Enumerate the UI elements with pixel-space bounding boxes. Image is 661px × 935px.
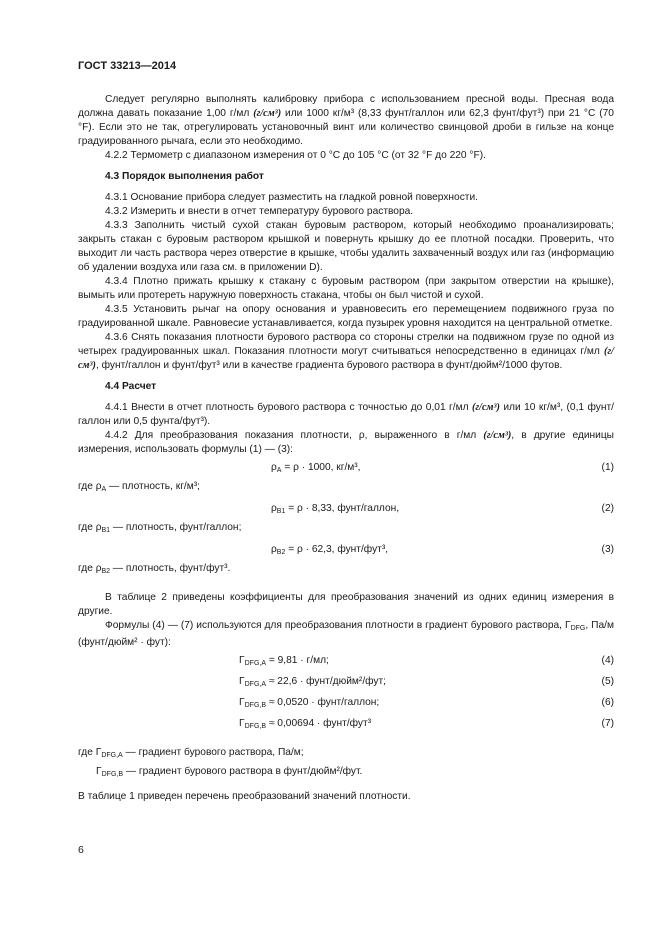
document-body (78, 93, 614, 804)
formula-7: $\Gamma_{DFG,B} \approx 0,00694$ · фунт/фут³ (7) (239, 718, 614, 730)
rho-b1-symbol: $\rho_{B1}$ (271, 503, 286, 515)
paragraph-formulas-4-7: Формулы (4) — (7) используются для преобразования плотности в градиент бурового раствора, $\Gamma_{DFG}$, Па/м (фунт/дюйм² · фут): (78, 620, 614, 648)
document-header: ГОСТ 33213—2014 (78, 60, 177, 72)
page-number: 6 (78, 844, 84, 856)
clause-4-3-1: 4.3.1 Основание прибора следует разместить на гладкой ровной поверхности. (105, 192, 478, 203)
section-heading-4-3: 4.3 Порядок выполнения работ (105, 171, 264, 182)
clause-4-3-6: 4.3.6 Снять показания плотности бурового раствора со стороны стрелки на подвижном грузе по одной из четырех градуированных шкал. Показания плотности могут считываться непосредственно в единицах г/мл (г/см³), фунт/галлон и фунт/фут³ или в качестве градиента бурового раствора в фунт/дюйм²/1000 футов. (78, 332, 614, 371)
clause-4-3-2: 4.3.2 Измерить и внести в отчет температуру бурового раствора. (105, 206, 414, 217)
formula-4: $\Gamma_{DFG,A} = 9,81 \cdot г/мл$; (4) (239, 655, 614, 667)
where-rho-b2: где $\rho_{B2}$ — плотность, фунт/фут³. (78, 563, 231, 575)
clause-4-2-2: 4.2.2 Термометр с диапазоном измерения от 0 °C до 105 °C (от 32 °F до 220 °F). (105, 150, 486, 161)
paragraph-table-1: В таблице 1 приведен перечень преобразований значений плотности. (78, 791, 411, 802)
formula-6: $\Gamma_{DFG,B} \approx 0,0520$ · фунт/галлон; (6) (239, 697, 614, 709)
clause-4-3-5: 4.3.5 Установить рычаг на опору основания и уравновесить его перемещением подвижного груза по градуированной шкале. Равновесие устанавливается, когда пузырек уровня находится на центральной отметке. (78, 304, 614, 329)
paragraph-table-2: В таблице 2 приведены коэффициенты для преобразования значений из одних единиц измерения в другие. (78, 592, 614, 617)
formula-3: $\rho_{B2} = \rho \cdot 62,3$, фунт/фут³, (3) (271, 544, 614, 556)
where-rho-a: где $\rho_A$ — плотность, кг/м³; (78, 481, 200, 493)
where-gradient-b: $\Gamma_{DFG,B}$ — градиент бурового раствора в фунт/дюйм²/фут. (96, 766, 363, 778)
where-rho-b1: где $\rho_{B1}$ — плотность, фунт/галлон; (78, 522, 242, 534)
clause-4-3-4: 4.3.4 Плотно прижать крышку к стакану с буровым раствором (при закрытом отверстии на крышке), вымыть или протереть наружную поверхность стакана, чтобы он был чистой и сухой. (78, 276, 614, 301)
formula-1: $\rho_A = \rho \cdot 1000$, кг/м³, (1) (271, 462, 614, 474)
clause-4-4-1: 4.4.1 Внести в отчет плотность бурового раствора с точностью до 0,01 г/мл (г/см³) или 10 кг/м³, (0,1 фунт/галлон или 0,5 фунта/фут³). (78, 402, 614, 427)
clause-4-3-3: 4.3.3 Заполнить чистый сухой стакан буровым раствором, который необходимо проанализировать; закрыть стакан с буровым раствором крышкой и повернуть крышку до ее плотной посадки. Проверить, что выходит ли часть раствора через отверстие в крышке, чтобы удалить захваченный воздух или газ (информацию об удалении воздуха или газа см. в приложении D). (78, 220, 614, 273)
clause-4-4-2: 4.4.2 Для преобразования показания плотности, ρ, выраженного в г/мл (г/см³), в другие единицы измерения, использовать формулы (1) — (3): (78, 430, 614, 455)
rho-a-symbol: $\rho_A$ (271, 462, 282, 474)
rho-b2-symbol: $\rho_{B2}$ (271, 544, 286, 556)
formula-2: $\rho_{B1} = \rho \cdot 8,33$, фунт/галлон, (2) (271, 503, 614, 515)
paragraph-calibration: Следует регулярно выполнять калибровку прибора с использованием пресной воды. Пресная вода должна давать показание 1,00 г/мл (г/см³) или 1000 кг/м³ (8,33 фунт/галлон или 62,3 фунт/фут³) при 21 °C (70 °F). Если это не так, отрегулировать установочный винт или количество свинцовой дроби в гильзе на конце градуированного рычага, если это необходимо. (78, 94, 614, 147)
where-gradient-a: где $\Gamma_{DFG,A}$ — градиент бурового раствора, Па/м; (78, 747, 304, 759)
section-heading-4-4: 4.4 Расчет (105, 381, 157, 392)
formula-5: $\Gamma_{DFG,A} \approx 22,6$ · фунт/дюйм²/фут; (5) (239, 676, 614, 688)
